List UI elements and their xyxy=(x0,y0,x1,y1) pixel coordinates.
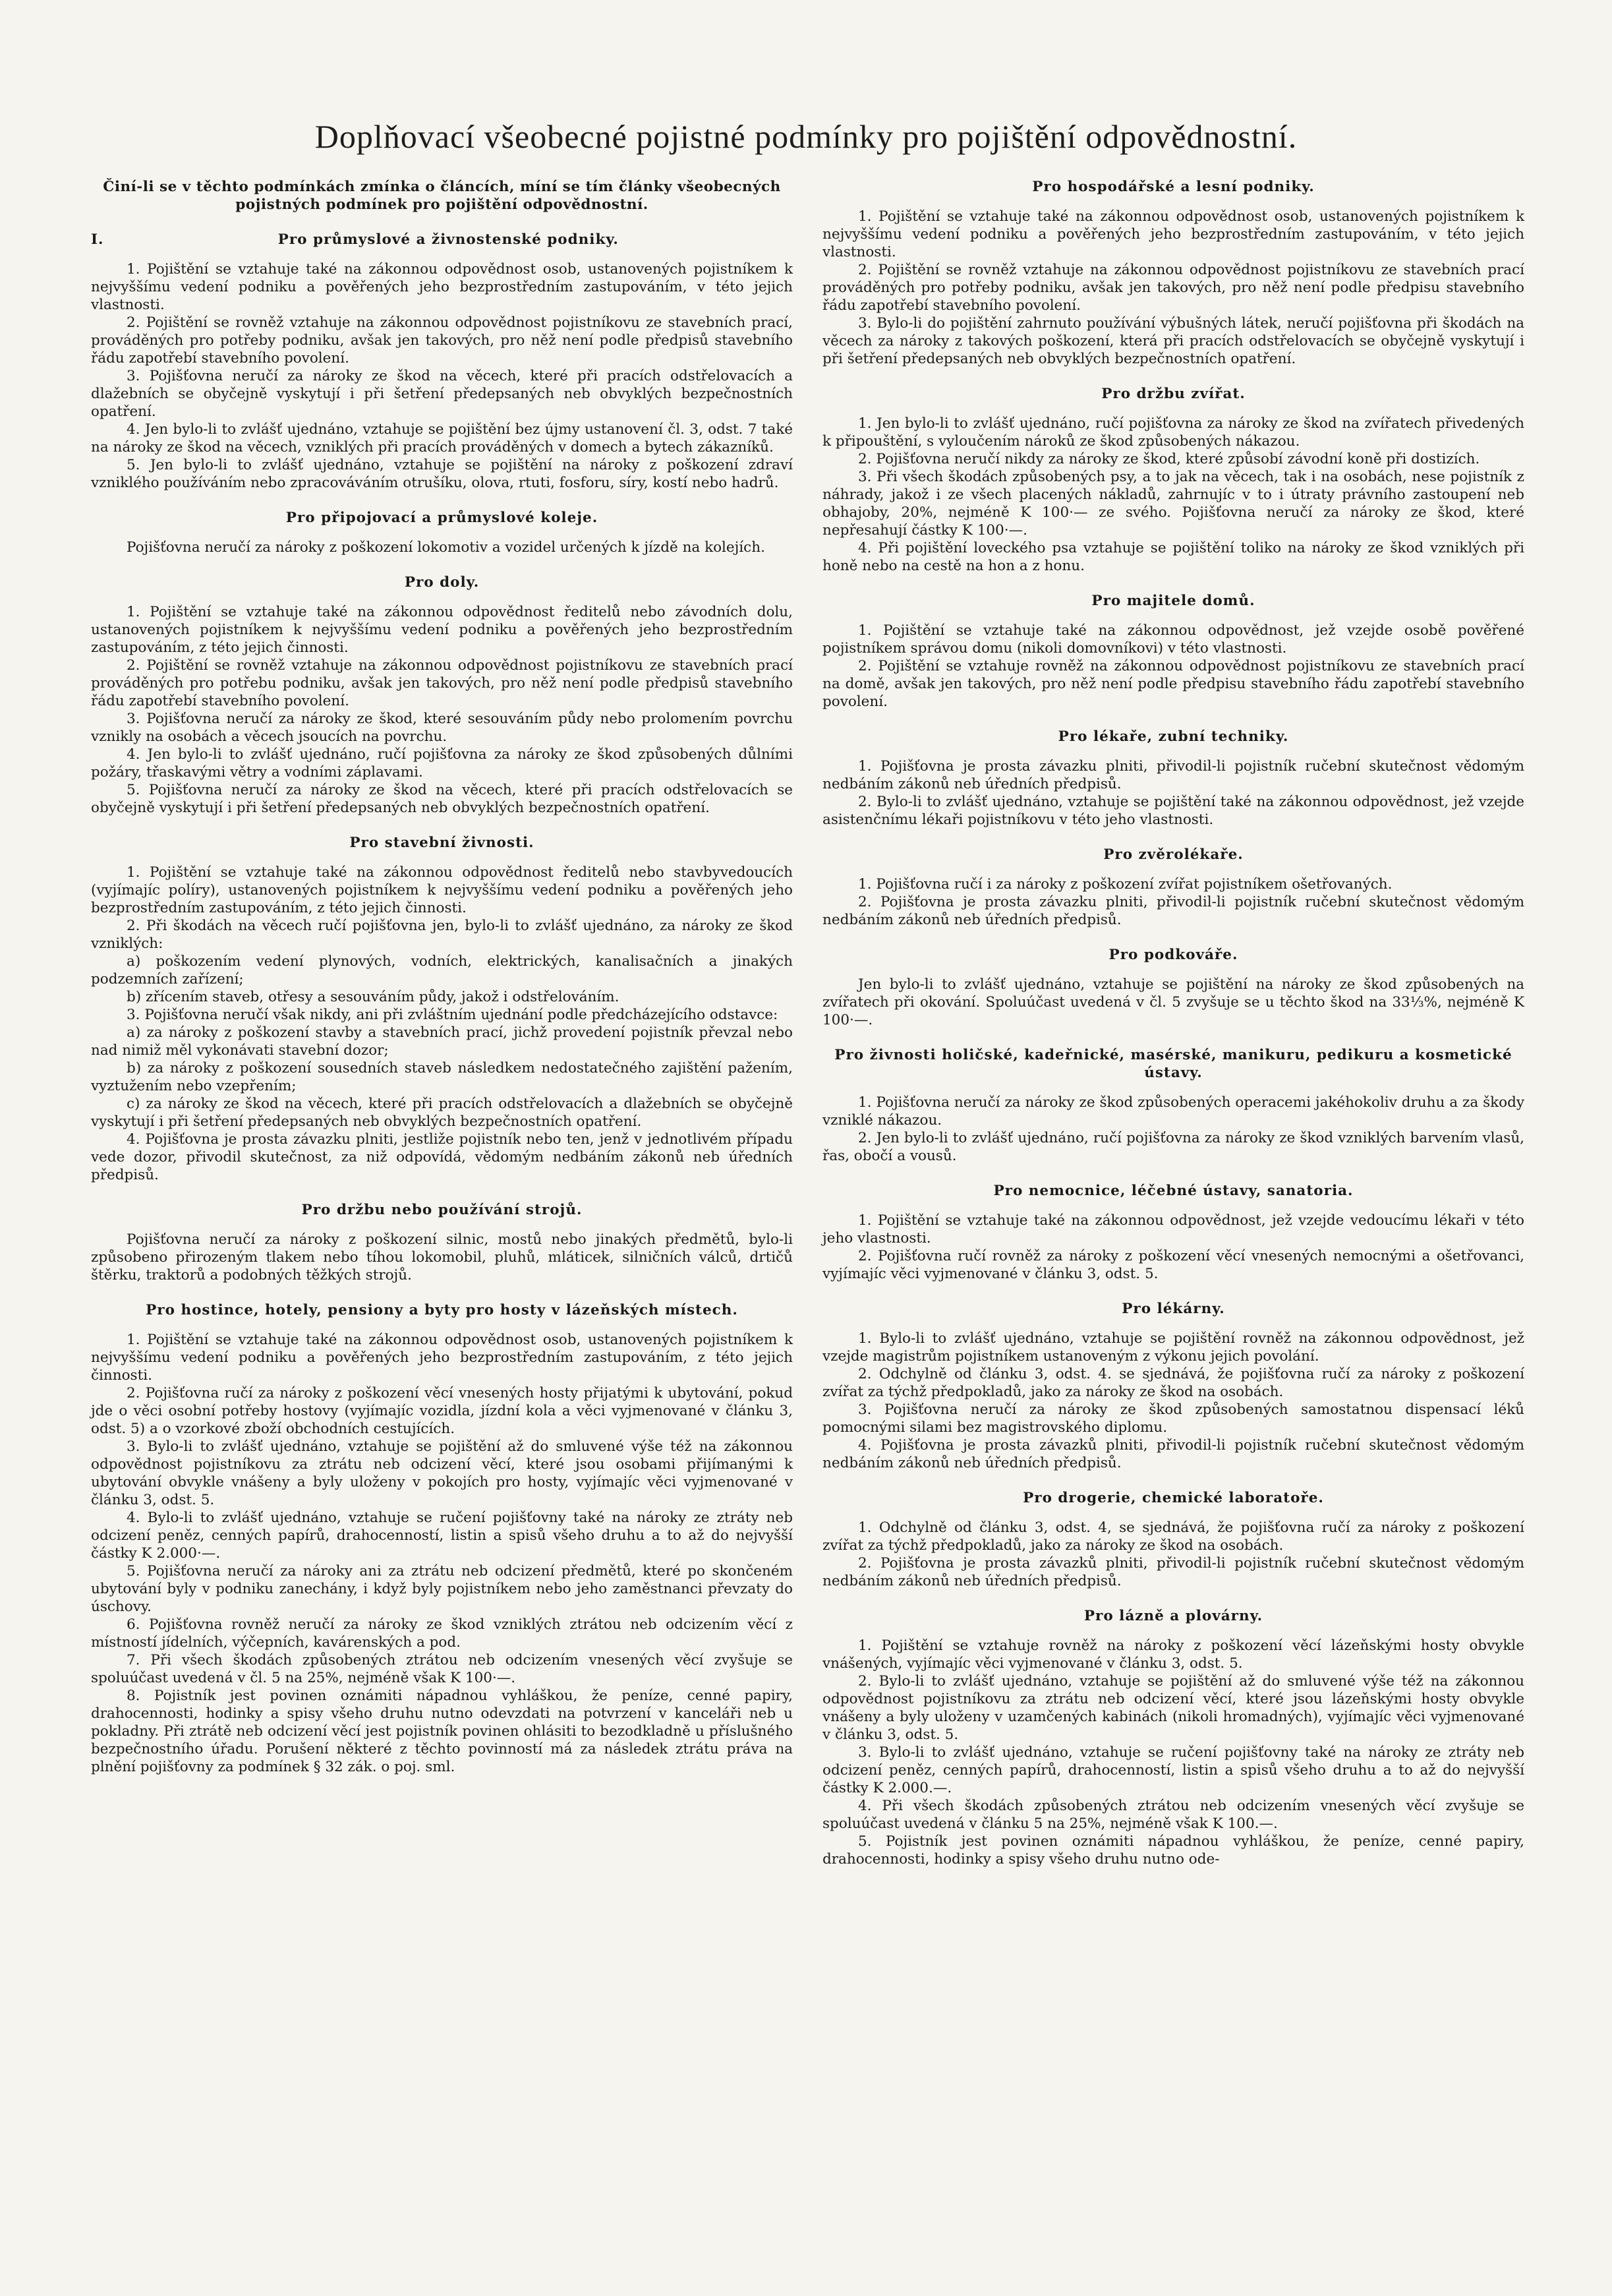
section-roman-numeral: I. xyxy=(91,231,104,248)
paragraph: 3. Bylo-li to zvlášť ujednáno, vztahuje se ručení pojišťovny také na nároky ze ztráty neb odcizení peněz, cenných papírů, drahocenností, listin a spisů všeho druhu a to až do nejvyšší částky K 2.000.—. xyxy=(822,1744,1524,1796)
paragraph: a) poškozením vedení plynových, vodních, elektrických, kanalisačních a jinakých podzemních zařízení; xyxy=(91,953,793,987)
paragraph: 5. Pojistník jest povinen oznámiti nápadnou vyhláškou, že peníze, cenné papiry, drahocennosti, hodinky a spisy všeho druhu nutno ode- xyxy=(822,1833,1524,1868)
paragraph: 4. Pojišťovna je prosta závazku plniti, jestliže pojistník nebo ten, jenž v jednotlivém případu vede dozor, přivodil skutečnost, za niž odpovídá, vědomým nedbáním zákonů neb úředních předpisů. xyxy=(91,1131,793,1183)
paragraph: 1. Bylo-li to zvlášť ujednáno, vztahuje se pojištění rovněž na zákonnou odpovědnost, jež vzejde magistrům pojistníkem ustanoveným z výkonu jejich povolání. xyxy=(822,1330,1524,1365)
section-heading-text: Pro stavební živnosti. xyxy=(349,835,534,851)
section-heading-pro-lekare-zubni-techniky xyxy=(822,728,1524,746)
paragraph: 1. Pojišťovna ručí i za nároky z poškození zvířat pojistníkem ošetřovaných. xyxy=(858,876,1393,893)
section-heading-text: Pro lázně a plovárny. xyxy=(1083,1608,1263,1624)
section-heading-pro-podkovare xyxy=(822,946,1524,964)
paragraph: 1. Pojištění se vztahuje také na zákonnou odpovědnost osob, ustanovených pojistníkem k nejvyššímu vedení podniku a pověřených jeho bezprostředním zastupováním, v této jejich vlastnosti. xyxy=(91,261,793,313)
right-column xyxy=(822,178,1524,1868)
section-heading-text: Pro zvěrolékaře. xyxy=(1103,846,1244,863)
paragraph: 7. Při všech škodách způsobených ztrátou neb odcizením vnesených věcí zvyšuje se spoluúčast uvedená v čl. 5 na 25%, nejméně však K 100·—. xyxy=(91,1652,793,1686)
section-heading-pro-lazne-a-plovarny xyxy=(822,1607,1524,1625)
section-heading-text: Pro nemocnice, léčebné ústavy, sanatoria. xyxy=(993,1183,1354,1199)
paragraph: 4. Jen bylo-li to zvlášť ujednáno, vztahuje se pojištění bez újmy ustanovení čl. 3, odst. 7 také na nároky ze škod na věcech, vzniklých při pracích prováděných v domech a bytech zákazníků. xyxy=(91,421,793,456)
paragraph: 1. Pojištění se vztahuje také na zákonnou odpovědnost, jež vzejde osobě pověřené pojistníkem správou domu (nikoli domovníkovi) v této vlastnosti. xyxy=(822,622,1524,657)
paragraph: 5. Pojišťovna neručí za nároky ze škod na věcech, které při pracích odstřelovacích se obyčejně vyskytují i při šetření předepsaných neb obvyklých bezpečnostních opatření. xyxy=(91,782,793,816)
paragraph: 2. Pojišťovna je prosta závazků plniti, přivodil-li pojistník ručební skutečnost vědomým nedbáním zákonů neb úředních předpisů. xyxy=(822,1555,1524,1589)
paragraph: 1. Pojištění se vztahuje rovněž na nároky z poškození věcí lázeňskými hosty obvykle vnášených, vyjímajíc věci vyjmenované v článku 3, odst. 5. xyxy=(822,1637,1524,1672)
section-heading-text: Pro podkováře. xyxy=(1108,947,1238,963)
section-heading-text: Pro živnosti holičské, kadeřnické, masérské, manikuru, pedikuru a kosmetické ústavy. xyxy=(834,1047,1512,1081)
section-heading-text: Pro doly. xyxy=(404,574,480,591)
paragraph: 4. Bylo-li to zvlášť ujednáno, vztahuje se ručení pojišťovny také na nároky ze ztráty neb odcizení peněz, cenných papírů, drahocenností, listin a spisů všeho druhu a to až do nejvyšší částky K 2.000·—. xyxy=(91,1510,793,1562)
paragraph: c) za nároky ze škod na věcech, které při pracích odstřelovacích a dlažebních se obyčejně vyskytují i při šetření předepsaných neb obvyklých bezpečnostních opatření. xyxy=(91,1096,793,1130)
intro-note: Činí-li se v těchto podmínkách zmínka o článcích, míní se tím články všeobecných pojistných podmínek pro pojištění odpovědnostní. xyxy=(103,179,781,213)
section-heading-text: Pro majitele domů. xyxy=(1091,593,1255,609)
paragraph: 2. Pojišťovna neručí nikdy za nároky ze škod, které způsobí závodní koně při dostizích. xyxy=(858,451,1480,467)
section-heading-text: Pro držbu zvířat. xyxy=(1101,386,1246,402)
paragraph: 2. Jen bylo-li to zvlášť ujednáno, ručí pojišťovna za nároky ze škod vzniklých barvením vlasů, řas, obočí a vousů. xyxy=(822,1130,1524,1164)
paragraph: 2. Pojišťovna ručí rovněž za nároky z poškození věcí vnesených nemocnými a ošetřovanci, vyjímajíc věci vyjmenované v článku 3, odst. 5. xyxy=(822,1248,1524,1282)
paragraph: 8. Pojistník jest povinen oznámiti nápadnou vyhláškou, že peníze, cenné papiry, drahocennosti, hodinky a spisy všeho druhu nutno odevzdati na potvrzení v kanceláři neb u pokladny. Při ztrátě neb odcizení věcí jest pojistník povinen ohlásiti to bezodkladně u příslušného bezpečnostního úřadu. Porušení některé z těchto povinností má za následek ztrátu práva na plnění pojišťovny za podmínek § 32 zák. o poj. sml. xyxy=(91,1688,793,1775)
paragraph: 6. Pojišťovna rovněž neručí za nároky ze škod vzniklých ztrátou neb odcizením věcí z místností jídelních, výčepních, kavárenských a pod. xyxy=(91,1616,793,1651)
paragraph: 1. Odchylně od článku 3, odst. 4, se sjednává, že pojišťovna ručí za nároky z poškození zvířat za týchž předpokladů, jako za nároky ze škod na osobách. xyxy=(822,1519,1524,1554)
section-heading-pro-prumyslove-a-zivnostenske-podniky xyxy=(91,231,793,249)
paragraph: 3. Pojišťovna neručí za nároky ze škod na věcech, které při pracích odstřelovacích a dlažebních se obyčejně vyskytují i při šetření předepsaných neb obvyklých bezpečnostních opatření. xyxy=(91,368,793,420)
section-heading-pro-doly xyxy=(91,574,793,591)
paragraph: 3. Pojišťovna neručí za nároky ze škod, které sesouváním půdy nebo prolomením povrchu vznikly na osobách a věcech jsoucích na povrchu. xyxy=(91,711,793,745)
paragraph: 5. Pojišťovna neručí za nároky ani za ztrátu neb odcizení předmětů, které po skončeném ubytování byly v podniku zanechány, i když byly pojistníkem nebo jeho zaměstnanci převzaty do úschovy. xyxy=(91,1563,793,1615)
paragraph: 1. Jen bylo-li to zvlášť ujednáno, ručí pojišťovna za nároky ze škod na zvířatech přivedených k připouštění, s vyloučením nároků ze škod způsobených nákazou. xyxy=(822,415,1524,450)
paragraph: 1. Pojištění se vztahuje také na zákonnou odpovědnost ředitelů nebo závodních dolu, ustanovených pojistníkem k nejvyššímu vedení podniku a pověřených jeho bezprostředním zastupováním, z této jejich činnosti. xyxy=(91,604,793,656)
paragraph: 1. Pojištění se vztahuje také na zákonnou odpovědnost osob, ustanovených pojistníkem k nejvyššímu vedení podniku a pověřených jeho bezprostředním zastupováním, z této jejich činnosti. xyxy=(91,1332,793,1384)
section-heading-pro-lekarny xyxy=(822,1300,1524,1318)
paragraph: 2. Pojišťovna ručí za nároky z poškození věcí vnesených hosty přijatými k ubytování, pokud jde o věci osobní potřeby hostovy (vyjímajíc vozidla, jízdní kola a věci vyjmenované v článku 3, odst. 5) a o vzorkové zboží obchodních cestujících. xyxy=(91,1385,793,1437)
paragraph: 1. Pojištění se vztahuje také na zákonnou odpovědnost osob, ustanovených pojistníkem k nejvyššímu vedení podniku a pověřených jeho bezprostředním zastupováním, v této jejich vlastnosti. xyxy=(822,208,1524,260)
section-heading-pro-drzbu-zvirat xyxy=(822,385,1524,403)
paragraph: 1. Pojištění se vztahuje také na zákonnou odpovědnost, jež vzejde vedoucímu lékaři v této jeho vlastnosti. xyxy=(822,1212,1524,1247)
paragraph: b) zřícením staveb, otřesy a sesouváním půdy, jakož i odstřelováním. xyxy=(127,989,619,1005)
paragraph: b) za nároky z poškození sousedních staveb následkem nedostatečného zajištění pažením, vyztužením nebo vzepřením; xyxy=(91,1060,793,1094)
paragraph: 2. Pojištění se vztahuje rovněž na zákonnou odpovědnost pojistníkovu ze stavebních prací na domě, avšak jen takových, pro něž není podle předpisu stavebního řádu zapotřebí stavebního povolení. xyxy=(822,658,1524,710)
section-heading-pro-drogerie-chemicke-laboratore xyxy=(822,1489,1524,1507)
section-heading-pro-drzbu-nebo-pouzivani-stroju xyxy=(91,1201,793,1219)
paragraph: a) za nároky z poškození stavby a stavebních prací, jichž provedení pojistník převzal nebo nad nimiž měl vykonávati stavební dozor; xyxy=(91,1024,793,1059)
paragraph: 1. Pojištění se vztahuje také na zákonnou odpovědnost ředitelů nebo stavbyvedoucích (vyjímajíc políry), ustanovených pojistníkem k nejvyššímu vedení podniku a pověřených jeho bezprostředním zastupováním, z této jejich činnosti. xyxy=(91,864,793,916)
section-heading-pro-majitele-domu xyxy=(822,592,1524,610)
paragraph: 4. Pojišťovna je prosta závazků plniti, přivodil-li pojistník ručební skutečnost vědomým nedbáním zákonů neb úředních předpisů. xyxy=(822,1437,1524,1471)
section-heading-pro-zivnosti-holicske-kadernicke-masersk xyxy=(822,1046,1524,1082)
paragraph: 4. Při pojištění loveckého psa vztahuje se pojištění toliko na nároky ze škod vzniklých při honě nebo na cestě na hon a z honu. xyxy=(822,540,1524,574)
paragraph: 2. Odchylně od článku 3, odst. 4. se sjednává, že pojišťovna ručí za nároky z poškození zvířat za týchž předpokladů, jako za nároky ze škod na osobách. xyxy=(822,1366,1524,1400)
section-heading-pro-nemocnice-lecebne-ustavy-sanatoria xyxy=(822,1182,1524,1200)
paragraph: 2. Pojištění se rovněž vztahuje na zákonnou odpovědnost pojistníkovu ze stavebních prací, prováděných pro potřeby podniku, avšak jen takových, pro něž není podle předpisů stavebního řádu zapotřebí stavebního povolení. xyxy=(91,314,793,367)
paragraph: 3. Pojišťovna neručí za nároky ze škod způsobených samostatnou dispensací léků pomocnými silami bez magistrovského diplomu. xyxy=(822,1401,1524,1436)
paragraph: 2. Bylo-li to zvlášť ujednáno, vztahuje se pojištění také na zákonnou odpovědnost, jež vzejde asistenčnímu lékaři pojistníkovu v této jeho vlastnosti. xyxy=(822,794,1524,828)
left-column xyxy=(91,178,793,1776)
section-heading-pro-hospodarske-a-lesni-podniky xyxy=(822,178,1524,196)
paragraph: 3. Bylo-li to zvlášť ujednáno, vztahuje se pojištění až do smluvené výše též na zákonnou odpovědnost pojistníkovu za ztrátu neb odcizení věcí, které jsou osobami přijímanými k ubytování obvykle vnášeny a byly uloženy v pokojích pro hosty, vyjímajíc věci vyjmenované v článku 3, odst. 5. xyxy=(91,1438,793,1508)
paragraph: 2. Pojištění se rovněž vztahuje na zákonnou odpovědnost pojistníkovu ze stavebních prací prováděných pro potřeby podniku, avšak jen takových, pro něž není podle předpisu stavebního řádu zapotřebí stavebního povolení. xyxy=(822,262,1524,314)
section-heading-text: Pro lékaře, zubní techniky. xyxy=(1058,728,1289,745)
document-title: Doplňovací všeobecné pojistné podmínky pro pojištění odpovědnostní. xyxy=(314,118,1298,155)
section-heading-text: Pro hostince, hotely, pensiony a byty pro hosty v lázeňských místech. xyxy=(146,1302,738,1318)
paragraph: 2. Pojišťovna je prosta závazku plniti, přivodil-li pojistník ručební skutečnost vědomým nedbáním zákonů neb úředních předpisů. xyxy=(822,894,1524,928)
section-heading-text: Pro lékárny. xyxy=(1122,1301,1225,1317)
paragraph: 4. Jen bylo-li to zvlášť ujednáno, ručí pojišťovna za nároky ze škod způsobených důlními požáry, třaskavými větry a vodními záplavami. xyxy=(91,746,793,780)
paragraph: Jen bylo-li to zvlášť ujednáno, vztahuje se pojištění na nároky ze škod způsobených na zvířatech při okování. Spoluúčast uvedená v čl. 5 zvyšuje se u těchto škod na 33⅓%, nejméně K 100·—. xyxy=(822,976,1524,1028)
section-heading-pro-stavebni-zivnosti xyxy=(91,834,793,852)
paragraph: Pojišťovna neručí za nároky z poškození silnic, mostů nebo jinakých předmětů, bylo-li způsobeno přirozeným tlakem nebo tíhou lokomobil, pluhů, mláticek, silničních válců, drtičů štěrku, traktorů a podobných těžkých strojů. xyxy=(91,1231,793,1283)
section-heading-pro-pripojovaci-a-prumyslove-koleje xyxy=(91,509,793,527)
paragraph: 1. Pojišťovna je prosta závazku plniti, přivodil-li pojistník ručební skutečnost vědomým nedbáním zákonů neb úředních předpisů. xyxy=(822,758,1524,792)
paragraph: 2. Bylo-li to zvlášť ujednáno, vztahuje se pojištění až do smluvené výše též na zákonnou odpovědnost pojistníkovu za ztrátu neb odcizení věcí, které jsou lázeňskými hosty obvykle vnášeny a byly uloženy v uzamčených kabinách (nikoli hromadných), vyjímajíc věci vyjmenované v článku 3, odst. 5. xyxy=(822,1673,1524,1743)
paragraph: 3. Pojišťovna neručí však nikdy, ani při zvláštním ujednání podle předcházejícího odstavce: xyxy=(127,1007,778,1023)
paragraph: 2. Pojištění se rovněž vztahuje na zákonnou odpovědnost pojistníkovu ze stavebních prací prováděných pro potřebu podniku, avšak jen takových, pro něž není podle předpisů stavebního řádu zapotřebí stavebního povolení. xyxy=(91,657,793,709)
section-heading-text: Pro hospodářské a lesní podniky. xyxy=(1032,179,1315,195)
paragraph: 5. Jen bylo-li to zvlášť ujednáno, vztahuje se pojištění na nároky z poškození zdraví vzniklého používáním nebo zpracováváním otrušíku, olova, rtuti, fosforu, síry, kostí nebo hadrů. xyxy=(91,457,793,491)
paragraph: 4. Při všech škodách způsobených ztrátou neb odcizením vnesených věcí zvyšuje se spoluúčast uvedená v článku 5 na 25%, nejméně však K 100.—. xyxy=(822,1798,1524,1832)
section-heading-pro-zverolekare xyxy=(822,846,1524,864)
paragraph: 2. Při škodách na věcech ručí pojišťovna jen, bylo-li to zvlášť ujednáno, za nároky ze škod vzniklých: xyxy=(91,918,793,952)
paragraph: Pojišťovna neručí za nároky z poškození lokomotiv a vozidel určených k jízdě na kolejích. xyxy=(127,539,765,556)
section-heading-text: Pro držbu nebo používání strojů. xyxy=(301,1202,583,1218)
paragraph: 3. Při všech škodách způsobených psy, a to jak na věcech, tak i na osobách, nese pojistník z náhrady, jakož i ze všech placených nákladů, zahrnujíc v to i útraty právního zastoupení neb obhajoby, 20%, nejméně K 100·— ze svého. Pojišťovna neručí za nároky ze škod, které nepřesahují částky K 100·—. xyxy=(822,469,1524,539)
paragraph: 3. Bylo-li do pojištění zahrnuto používání výbušných látek, neručí pojišťovna při škodách na věcech za nároky z takových poškození, která při pracích odstřelovacích se obyčejně vyskytují i při šetření předepsaných neb obvyklých bezpečnostních opatření. xyxy=(822,315,1524,367)
section-heading-text: Pro drogerie, chemické laboratoře. xyxy=(1023,1490,1324,1506)
section-heading-text: Pro průmyslové a živnostenské podniky. xyxy=(277,231,619,248)
section-heading-pro-hostince-hotely-pensiony-a-byty-pro- xyxy=(91,1301,793,1319)
section-heading-text: Pro připojovací a průmyslové koleje. xyxy=(285,510,598,526)
paragraph: 1. Pojišťovna neručí za nároky ze škod způsobených operacemi jakéhokoliv druhu a za škody vzniklé nákazou. xyxy=(822,1094,1524,1129)
